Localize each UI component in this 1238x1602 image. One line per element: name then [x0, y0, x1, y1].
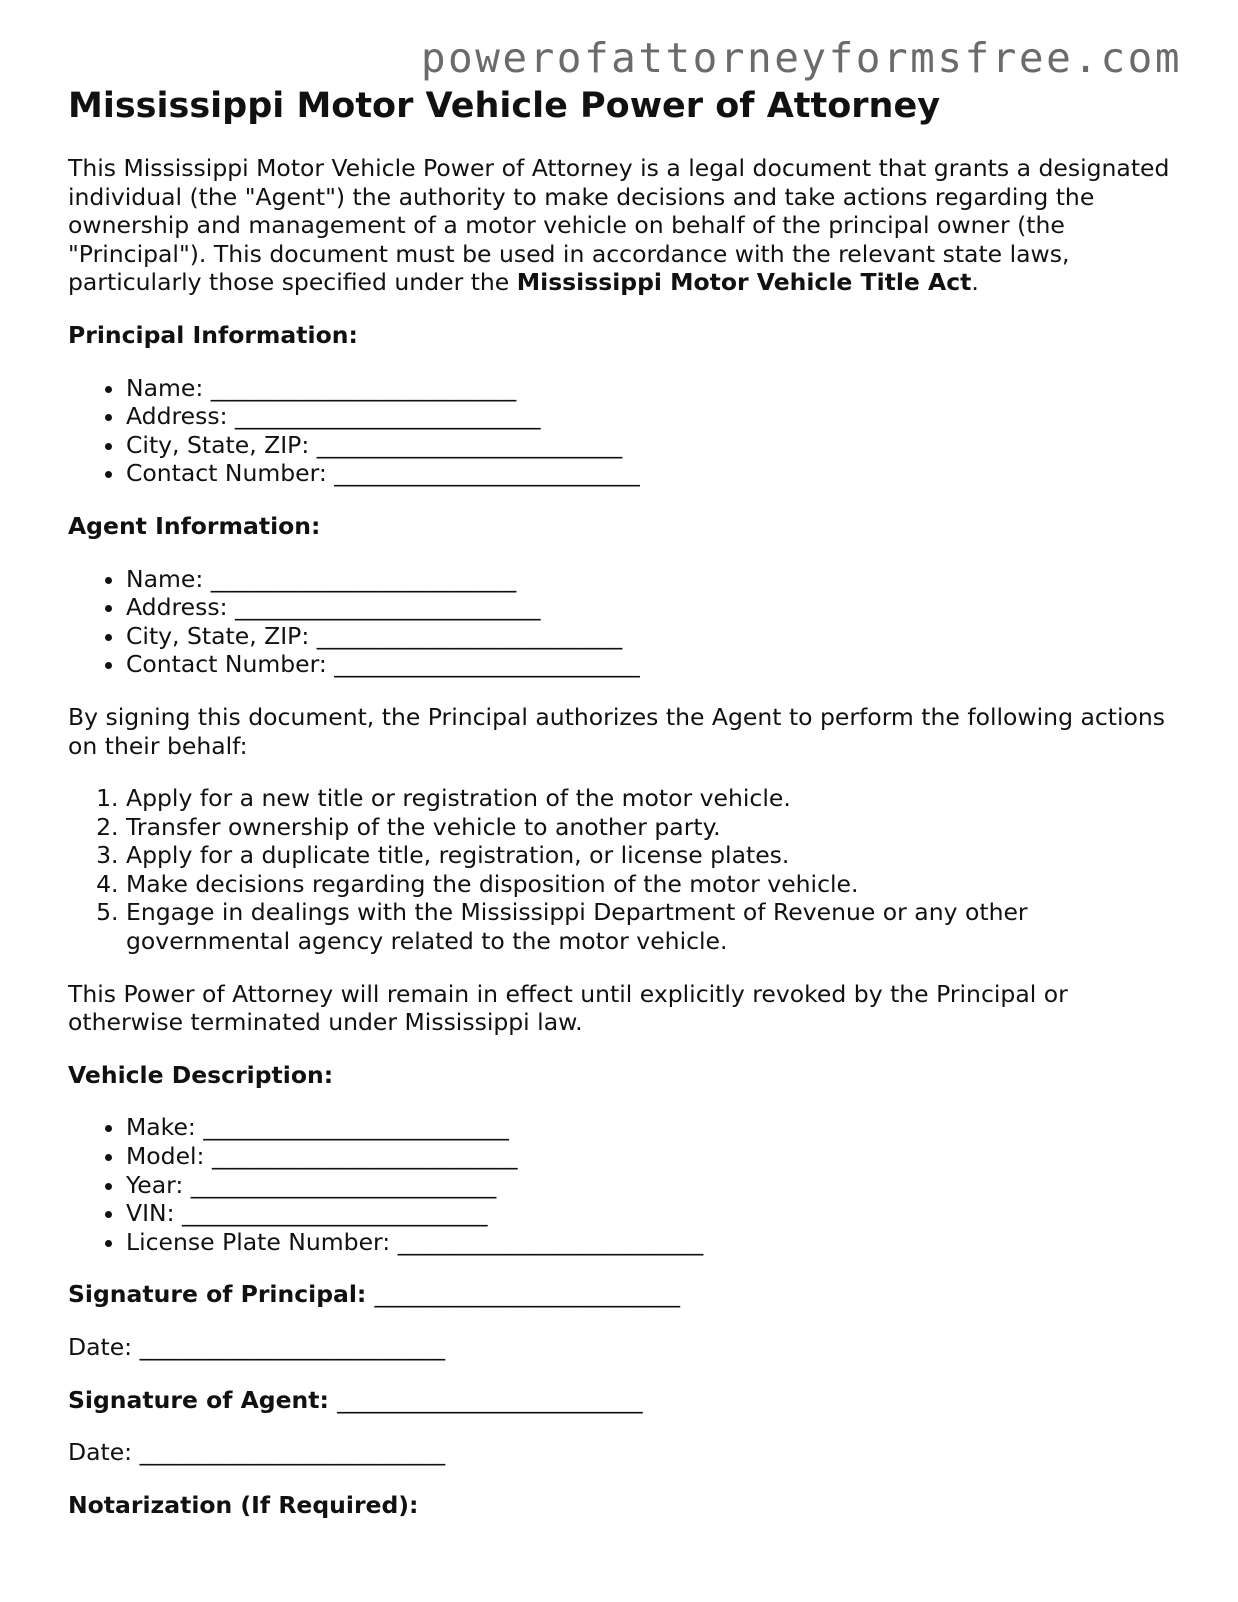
list-item — [126, 1113, 1178, 1142]
act-name: Mississippi Motor Vehicle Title Act — [516, 268, 972, 297]
field-label: Model: — [126, 1142, 205, 1171]
blank-line[interactable]: __________________________ — [397, 1227, 704, 1256]
field-label: Name: — [126, 373, 204, 402]
agent-fields — [68, 565, 1178, 679]
list-item: 2. Transfer ownership of the vehicle to another party. — [126, 813, 1178, 842]
list-item — [126, 431, 1178, 460]
intro-text: This Mississippi Motor Vehicle Power of Attorney is a legal document that grants a designated individual (the "Agent") the authority to make decisions and take actions regarding the ownership and management of a motor vehicle on behalf of the principal owner (the "Principal"). This document must be used in accordance with the relevant state laws, particularly those specified under the — [68, 154, 1170, 297]
agent-date-blank[interactable]: __________________________ — [139, 1438, 446, 1467]
blank-line[interactable]: __________________________ — [235, 402, 541, 431]
field-label: Year: — [126, 1170, 184, 1199]
list-item — [126, 650, 1178, 679]
principal-fields — [68, 374, 1178, 488]
watermark: powerofattorneyformsfree.com — [420, 34, 1182, 82]
list-item: 4. Make decisions regarding the disposition of the motor vehicle. — [126, 870, 1178, 899]
principal-date-line — [68, 1333, 1178, 1362]
list-item: 5. Engage in dealings with the Mississippi Department of Revenue or any other governmental agency related to the motor vehicle. — [126, 898, 1178, 955]
list-item — [126, 402, 1178, 431]
vehicle-heading: Vehicle Description: — [68, 1060, 334, 1089]
list-item — [126, 593, 1178, 622]
blank-line[interactable]: __________________________ — [182, 1199, 488, 1228]
field-label: Address: — [126, 402, 228, 431]
principal-date-blank[interactable]: __________________________ — [139, 1333, 446, 1361]
list-item: 1. Apply for a new title or registration of the motor vehicle. — [126, 784, 1178, 813]
agent-date-label: Date: — [68, 1438, 133, 1467]
blank-line[interactable]: __________________________ — [235, 593, 541, 622]
blank-line[interactable]: __________________________ — [316, 621, 623, 650]
agent-signature-label: Signature of Agent: — [68, 1385, 329, 1414]
agent-date-line — [68, 1438, 1178, 1467]
principal-signature-blank[interactable]: __________________________ — [374, 1280, 681, 1309]
blank-line[interactable]: __________________________ — [210, 564, 517, 593]
principal-date-label: Date: — [68, 1333, 133, 1361]
document-page — [68, 84, 1178, 1519]
field-label: City, State, ZIP: — [126, 430, 310, 459]
agent-signature-blank[interactable]: __________________________ — [337, 1385, 643, 1414]
document-title: Mississippi Motor Vehicle Power of Attorney — [68, 86, 941, 126]
principal-heading: Principal Information: — [68, 320, 358, 349]
blank-line[interactable]: __________________________ — [211, 1142, 518, 1171]
list-item: 3. Apply for a duplicate title, registration, or license plates. — [126, 841, 1178, 870]
principal-signature-label: Signature of Principal: — [68, 1280, 367, 1309]
field-label: Contact Number: — [126, 650, 327, 679]
field-label: Address: — [126, 593, 228, 622]
agent-heading: Agent Information: — [68, 511, 321, 540]
authorization-lead: By signing this document, the Principal authorizes the Agent to perform the following actions on their behalf: — [68, 702, 1166, 760]
intro-end: . — [971, 268, 979, 297]
field-label: Contact Number: — [126, 459, 327, 488]
list-item — [126, 565, 1178, 594]
list-item — [126, 1171, 1178, 1200]
notarization-heading: Notarization (If Required): — [68, 1490, 419, 1519]
blank-line[interactable]: __________________________ — [190, 1170, 497, 1199]
list-item — [126, 374, 1178, 403]
vehicle-fields — [68, 1113, 1178, 1256]
list-item — [126, 1228, 1178, 1257]
principal-signature-line — [68, 1280, 1178, 1309]
blank-line[interactable]: __________________________ — [203, 1113, 509, 1142]
blank-line[interactable]: __________________________ — [334, 650, 640, 679]
duration-paragraph: This Power of Attorney will remain in effect until explicitly revoked by the Principal or otherwise terminated under Mississippi law. — [68, 979, 1068, 1037]
field-label: Name: — [126, 564, 204, 593]
field-label: License Plate Number: — [126, 1227, 391, 1256]
blank-line[interactable]: __________________________ — [316, 430, 623, 459]
field-label: City, State, ZIP: — [126, 621, 310, 650]
authorized-actions — [68, 784, 1178, 956]
field-label: VIN: — [126, 1199, 175, 1228]
list-item — [126, 1142, 1178, 1171]
list-item — [126, 459, 1178, 488]
list-item — [126, 622, 1178, 651]
agent-signature-line — [68, 1386, 1178, 1415]
intro-paragraph — [68, 154, 1178, 297]
list-item — [126, 1199, 1178, 1228]
blank-line[interactable]: __________________________ — [334, 459, 640, 488]
blank-line[interactable]: __________________________ — [210, 373, 517, 402]
field-label: Make: — [126, 1113, 196, 1142]
